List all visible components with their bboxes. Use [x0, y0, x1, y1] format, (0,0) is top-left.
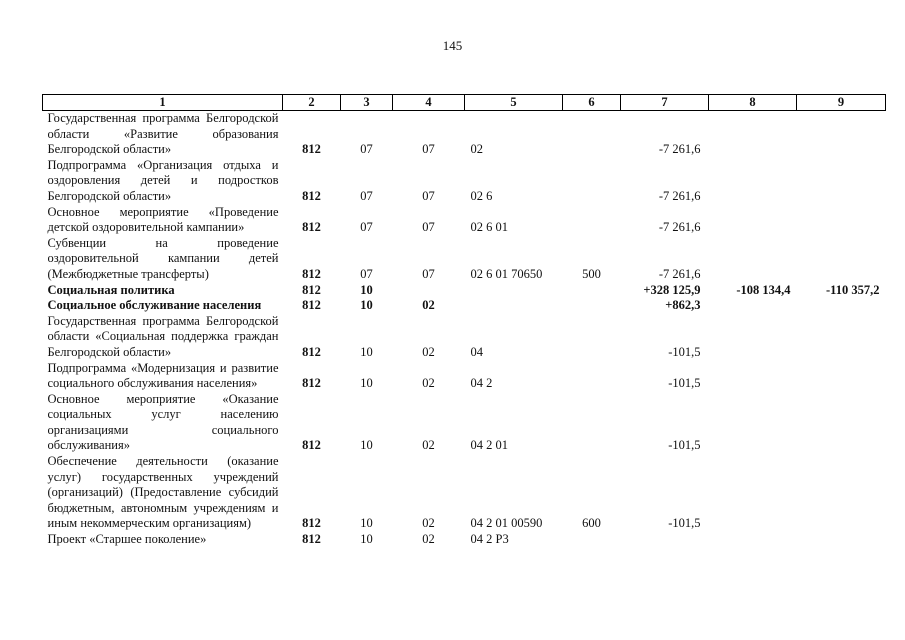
- row-name: Государственная программа Белгородской области «Социальная поддержка граждан Белгородской области»: [47, 313, 279, 359]
- table-row: [43, 298, 886, 314]
- row-value-8: [709, 392, 797, 454]
- row-section-code: 10: [360, 438, 373, 453]
- row-value-9: [797, 298, 886, 314]
- table-row: [43, 392, 886, 454]
- row-value-9: -110 357,2: [826, 282, 880, 297]
- row-expense-code: [563, 283, 621, 299]
- row-subsection-code: [393, 283, 465, 299]
- row-section-code: 07: [360, 142, 373, 157]
- row-value-8: [709, 158, 797, 205]
- row-name: Подпрограмма «Организация отдыха и оздоровления детей и подростков Белгородской области»: [47, 157, 279, 203]
- row-value-9: [797, 392, 886, 454]
- table-header-row: [43, 95, 886, 111]
- row-value-9: [797, 236, 886, 283]
- table-row: [43, 532, 886, 548]
- row-value-7: -101,5: [668, 516, 701, 531]
- column-header-9: 9: [797, 95, 886, 111]
- row-name: Подпрограмма «Модернизация и развитие социального обслуживания населения»: [47, 360, 279, 391]
- row-expense-code: 500: [582, 266, 601, 281]
- row-target-code: [465, 298, 563, 314]
- row-subsection-code: 07: [422, 266, 435, 281]
- row-value-8: [709, 205, 797, 236]
- column-header-7: 7: [621, 95, 709, 111]
- row-target-code: 04: [470, 344, 483, 359]
- row-admin-code: 812: [302, 438, 321, 453]
- row-value-7: -101,5: [668, 438, 701, 453]
- row-value-9: [797, 205, 886, 236]
- row-value-8: [709, 532, 797, 548]
- row-value-9: [797, 532, 886, 548]
- row-value-8: -108 134,4: [736, 282, 791, 297]
- table-row: [43, 314, 886, 361]
- row-admin-code: 812: [302, 532, 321, 547]
- row-value-9: [797, 158, 886, 205]
- row-target-code: 02 6 01 70650: [470, 266, 543, 281]
- row-subsection-code: 02: [422, 344, 435, 359]
- row-name: Государственная программа Белгородской области «Развитие образования Белгородской области»: [47, 111, 279, 157]
- row-target-code: 02: [470, 142, 483, 157]
- row-admin-code: 812: [302, 298, 321, 313]
- row-name: Обеспечение деятельности (оказание услуг) государственных учреждений (организаций) (Предоставление субсидий бюджетным, автономным учреждениям и иным некоммерческим организациям): [47, 454, 279, 531]
- row-name: Проект «Старшее поколение»: [47, 532, 207, 547]
- row-value-7: -101,5: [668, 344, 701, 359]
- row-value-7: -101,5: [668, 376, 701, 391]
- row-section-code: 10: [360, 298, 373, 313]
- table-row: [43, 205, 886, 236]
- row-admin-code: 812: [302, 282, 321, 297]
- row-expense-code: [563, 298, 621, 314]
- row-section-code: 10: [360, 376, 373, 391]
- table-row: [43, 454, 886, 532]
- row-name: Основное мероприятие «Проведение детской оздоровительной кампании»: [47, 204, 279, 235]
- row-value-8: [709, 454, 797, 532]
- row-subsection-code: 02: [422, 376, 435, 391]
- row-value-7: -7 261,6: [658, 266, 701, 281]
- row-expense-code: [563, 314, 621, 361]
- row-value-7: [621, 532, 709, 548]
- page-number: 145: [442, 38, 463, 53]
- row-value-7: +862,3: [665, 298, 701, 313]
- row-subsection-code: 07: [422, 220, 435, 235]
- row-subsection-code: 02: [422, 532, 435, 547]
- row-section-code: 10: [360, 344, 373, 359]
- table-row: [43, 283, 886, 299]
- row-subsection-code: 02: [422, 516, 435, 531]
- row-admin-code: 812: [302, 266, 321, 281]
- row-section-code: 10: [360, 282, 373, 297]
- column-header-1: 1: [43, 95, 283, 111]
- row-value-7: -7 261,6: [658, 188, 701, 203]
- row-expense-code: 600: [582, 516, 601, 531]
- row-expense-code: [563, 111, 621, 158]
- row-value-7: +328 125,9: [643, 282, 701, 297]
- row-admin-code: 812: [302, 188, 321, 203]
- table-row: [43, 236, 886, 283]
- row-value-8: [709, 361, 797, 392]
- column-header-8: 8: [709, 95, 797, 111]
- row-value-9: [797, 454, 886, 532]
- column-header-6: 6: [563, 95, 621, 111]
- row-section-code: 10: [360, 516, 373, 531]
- row-value-8: [709, 314, 797, 361]
- row-target-code: 02 6 01: [470, 220, 508, 235]
- row-section-code: 07: [360, 220, 373, 235]
- row-subsection-code: 07: [422, 188, 435, 203]
- row-admin-code: 812: [302, 376, 321, 391]
- table-body: [43, 111, 886, 548]
- row-value-9: [797, 314, 886, 361]
- row-target-code: [465, 283, 563, 299]
- row-target-code: 04 2: [470, 376, 493, 391]
- row-expense-code: [563, 158, 621, 205]
- table-row: [43, 111, 886, 158]
- row-value-8: [709, 236, 797, 283]
- table-row: [43, 158, 886, 205]
- row-value-7: -7 261,6: [658, 220, 701, 235]
- row-expense-code: [563, 361, 621, 392]
- row-name: Социальное обслуживание населения: [47, 298, 262, 313]
- column-header-4: 4: [393, 95, 465, 111]
- row-value-7: -7 261,6: [658, 142, 701, 157]
- row-admin-code: 812: [302, 142, 321, 157]
- row-section-code: 10: [360, 532, 373, 547]
- row-admin-code: 812: [302, 220, 321, 235]
- row-section-code: 07: [360, 188, 373, 203]
- row-subsection-code: 07: [422, 142, 435, 157]
- row-value-9: [797, 111, 886, 158]
- budget-table-container: [42, 94, 885, 548]
- row-name: Субвенции на проведение оздоровительной кампании детей (Межбюджетные трансферты): [47, 235, 279, 281]
- row-expense-code: [563, 205, 621, 236]
- row-expense-code: [563, 392, 621, 454]
- row-name: Социальная политика: [47, 282, 175, 297]
- row-target-code: 02 6: [470, 188, 493, 203]
- row-expense-code: [563, 532, 621, 548]
- row-admin-code: 812: [302, 344, 321, 359]
- row-target-code: 04 2 P3: [470, 532, 509, 547]
- column-header-3: 3: [341, 95, 393, 111]
- row-subsection-code: 02: [422, 438, 435, 453]
- row-value-8: [709, 111, 797, 158]
- column-header-5: 5: [465, 95, 563, 111]
- row-name: Основное мероприятие «Оказание социальных услуг населению организациями социального обслуживания»: [47, 391, 279, 453]
- row-section-code: 07: [360, 266, 373, 281]
- row-target-code: 04 2 01: [470, 438, 508, 453]
- row-value-8: [709, 298, 797, 314]
- row-subsection-code: 02: [422, 298, 435, 313]
- row-value-9: [797, 361, 886, 392]
- table-row: [43, 361, 886, 392]
- column-header-2: 2: [283, 95, 341, 111]
- row-admin-code: 812: [302, 516, 321, 531]
- row-target-code: 04 2 01 00590: [470, 516, 543, 531]
- budget-table: [42, 94, 886, 548]
